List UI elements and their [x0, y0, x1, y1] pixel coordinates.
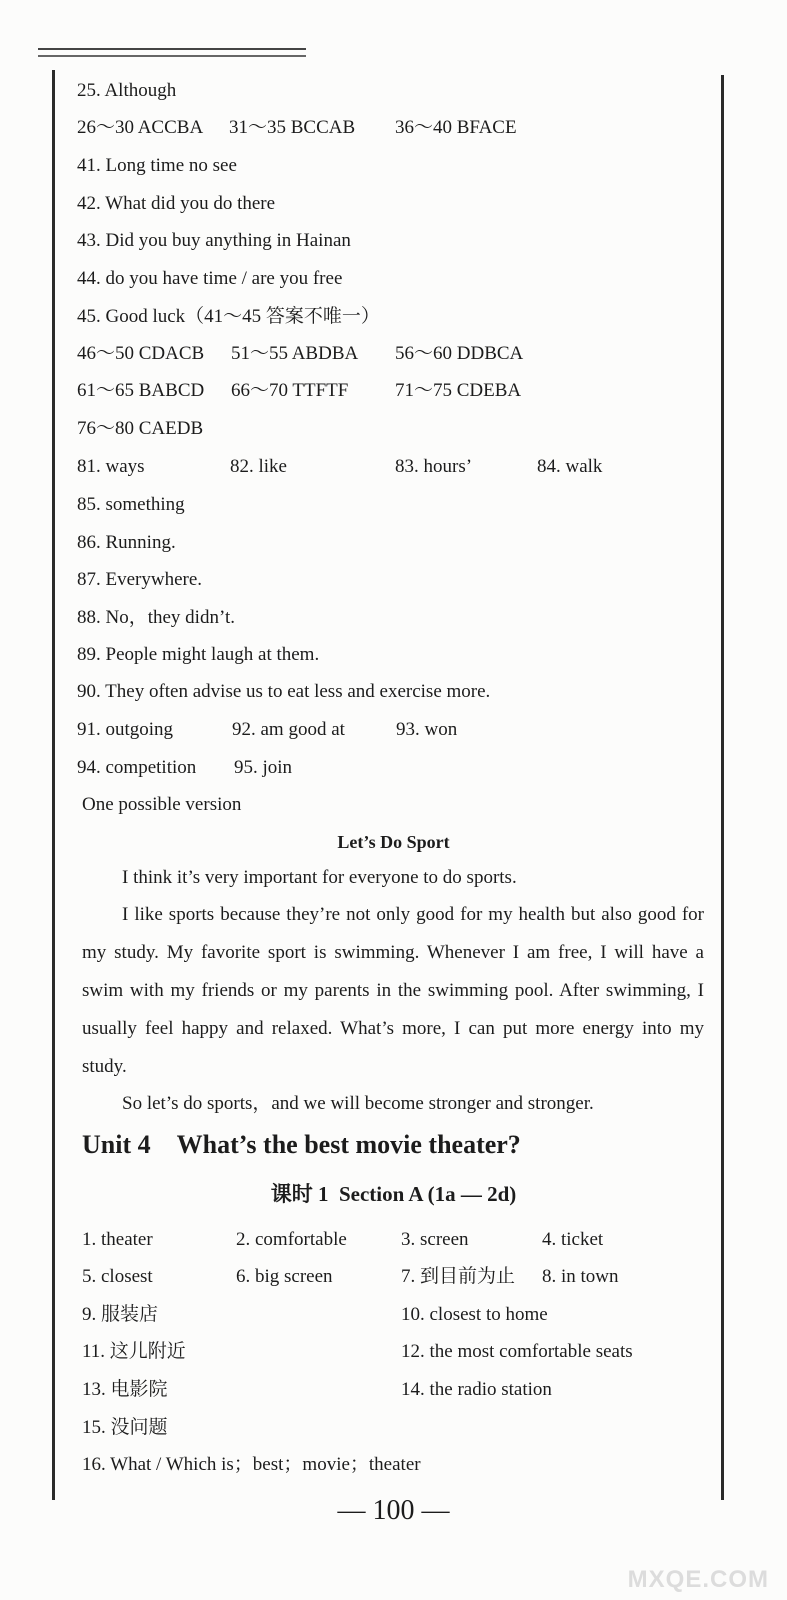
answer-84: 84. walk — [537, 456, 603, 477]
vocab-5: 5. closest — [82, 1266, 153, 1287]
answer-44: 44. do you have time / are you free — [77, 268, 343, 289]
vocab-11: 11. 这儿附近 — [82, 1341, 186, 1362]
vocab-9: 9. 服装店 — [82, 1304, 159, 1325]
lesson-section: Section A (1a — 2d) — [338, 1182, 517, 1206]
answer-86: 86. Running. — [77, 532, 176, 553]
vocab-2: 2. comfortable — [236, 1229, 347, 1250]
lesson-heading — [0, 1180, 787, 1208]
answer-51-55: 51～55 ABDBA — [231, 343, 359, 364]
essay-title: Let’s Do Sport — [337, 832, 450, 852]
answer-71-75: 71～75 CDEBA — [395, 380, 522, 401]
vocab-6: 6. big screen — [236, 1266, 333, 1287]
answer-42: 42. What did you do there — [77, 193, 276, 214]
answer-92: 92. am good at — [232, 719, 345, 740]
page-number: — 100 — — [337, 1495, 450, 1526]
answer-85: 85. something — [77, 494, 185, 515]
watermark: MXQE.COM — [627, 1566, 769, 1593]
answer-87: 87. Everywhere. — [77, 569, 203, 590]
essay-paragraph-3: So let’s do sports，and we will become stronger and stronger. — [122, 1093, 594, 1114]
answer-66-70: 66～70 TTFTF — [231, 380, 349, 401]
answer-95: 95. join — [234, 757, 293, 778]
answer-26-30: 26～30 ACCBA — [77, 117, 204, 138]
right-margin-line — [721, 75, 724, 1500]
answer-88: 88. No，they didn’t. — [77, 607, 235, 628]
answer-94: 94. competition — [77, 757, 197, 778]
answer-31-35: 31～35 BCCAB — [229, 117, 356, 138]
vocab-1: 1. theater — [82, 1229, 153, 1250]
vocab-8: 8. in town — [542, 1266, 619, 1287]
answer-76-80: 76～80 CAEDB — [77, 418, 204, 439]
vocab-15: 15. 没问题 — [82, 1417, 168, 1438]
answer-81: 81. ways — [77, 456, 145, 477]
answer-25: 25. Although — [77, 80, 177, 101]
essay-paragraph-1: I think it’s very important for everyone to do sports. — [122, 867, 517, 888]
answer-43: 43. Did you buy anything in Hainan — [77, 230, 351, 251]
unit-label: Unit 4 — [82, 1130, 151, 1159]
top-rule — [38, 48, 306, 57]
answer-93: 93. won — [396, 719, 458, 740]
vocab-3: 3. screen — [401, 1229, 469, 1250]
vocab-16: 16. What / Which is；best；movie；theater — [82, 1454, 421, 1475]
unit-title: What’s the best movie theater? — [176, 1130, 521, 1159]
vocab-10: 10. closest to home — [401, 1304, 548, 1325]
answer-90: 90. They often advise us to eat less and exercise more. — [77, 681, 491, 702]
essay-paragraph-2: I like sports because they’re not only good for my health but also good for my study. My favorite sport is swimming. Whenever I am free, I will have a swim with my friends or my parents in the swimming pool. After swimming, I usually feel happy and relaxed. What’s more, I can put more energy into my study. — [82, 904, 704, 1077]
possible-version-label: One possible version — [82, 794, 242, 815]
answer-83: 83. hours’ — [395, 456, 473, 477]
answer-41: 41. Long time no see — [77, 155, 237, 176]
answer-46-50: 46～50 CDACB — [77, 343, 205, 364]
answer-89: 89. People might laugh at them. — [77, 644, 320, 665]
unit-heading — [82, 1128, 521, 1162]
answer-61-65: 61～65 BABCD — [77, 380, 205, 401]
answer-91: 91. outgoing — [77, 719, 174, 740]
answer-45: 45. Good luck（41～45 答案不唯一） — [77, 306, 380, 327]
vocab-4: 4. ticket — [542, 1229, 604, 1250]
answer-82: 82. like — [230, 456, 287, 477]
vocab-12: 12. the most comfortable seats — [401, 1341, 633, 1362]
answer-36-40: 36～40 BFACE — [395, 117, 517, 138]
lesson-label: 课时 1 — [270, 1182, 329, 1206]
vocab-13: 13. 电影院 — [82, 1379, 168, 1400]
vocab-7: 7. 到目前为止 — [401, 1266, 516, 1287]
answer-56-60: 56～60 DDBCA — [395, 343, 524, 364]
left-margin-line — [52, 70, 55, 1500]
vocab-14: 14. the radio station — [401, 1379, 552, 1400]
